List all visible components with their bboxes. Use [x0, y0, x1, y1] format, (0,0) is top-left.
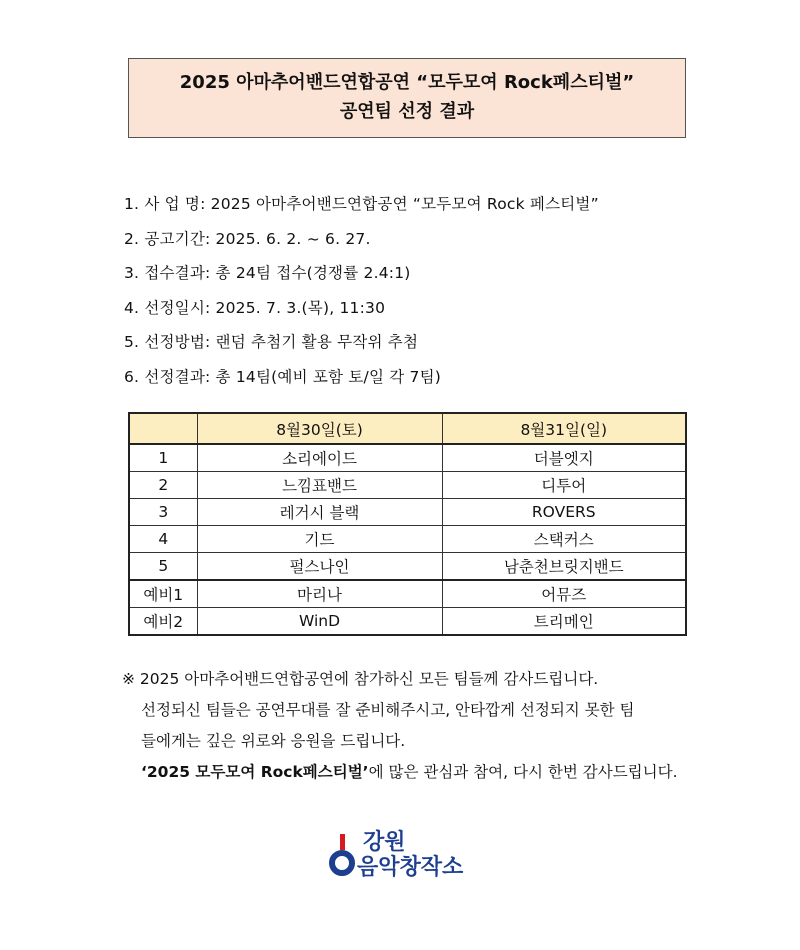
logo-line-1: 강원: [363, 830, 406, 855]
row-number: 5: [129, 553, 197, 581]
sunday-team: 스택커스: [442, 526, 686, 553]
closing-notes: [122, 666, 678, 790]
saturday-team: 소리에이드: [197, 444, 442, 472]
sunday-team: 남춘천브릿지밴드: [442, 553, 686, 581]
note-thanks: 에 많은 관심과 참여, 다시 한번 감사드립니다.: [368, 763, 678, 781]
row-number: 예비1: [129, 580, 197, 608]
table-row: [129, 472, 686, 499]
info-list: [124, 191, 599, 398]
header-cell-number: [129, 413, 197, 444]
sunday-team: ROVERS: [442, 499, 686, 526]
saturday-team: WinD: [197, 608, 442, 636]
selection-result-table: [128, 412, 687, 636]
sunday-team: 트리메인: [442, 608, 686, 636]
note-line-1: ※ 2025 아마추어밴드연합공연에 참가하신 모든 팀들께 감사드립니다.: [122, 670, 599, 688]
info-item-notice-period: 2. 공고기간: 2025. 6. 2. ~ 6. 27.: [124, 229, 371, 248]
title-line-2: 공연팀 선정 결과: [339, 101, 475, 122]
table-row: [129, 444, 686, 472]
note-line-3: 들에게는 깊은 위로와 응원을 드립니다.: [141, 732, 406, 750]
info-item-selection-date: 4. 선정일시: 2025. 7. 3.(목), 11:30: [124, 298, 386, 317]
note-line-2: 선정되신 팀들은 공연무대를 잘 준비해주시고, 안타깝게 선정되지 못한 팀: [141, 701, 635, 719]
table-row-reserve: [129, 608, 686, 636]
row-number: 4: [129, 526, 197, 553]
saturday-team: 펄스나인: [197, 553, 442, 581]
table-row: [129, 526, 686, 553]
table-header-row: [129, 413, 686, 444]
sunday-team: 디투어: [442, 472, 686, 499]
table-row-reserve: [129, 580, 686, 608]
info-item-selection-method: 5. 선정방법: 랜덤 추첨기 활용 무작위 추첨: [124, 333, 419, 351]
info-item-selection-result: 6. 선정결과: 총 14팀(예비 포함 토/일 각 7팀): [124, 367, 442, 386]
saturday-team: 기드: [197, 526, 442, 553]
logo-line-2: 음악창작소: [357, 855, 464, 880]
sunday-team: 어뮤즈: [442, 580, 686, 608]
row-number: 예비2: [129, 608, 197, 636]
logo-wordmark: [357, 830, 463, 880]
info-item-application-result: 3. 접수결과: 총 24팀 접수(경쟁률 2.4:1): [124, 264, 411, 282]
row-number: 2: [129, 472, 197, 499]
header-cell-sunday: 8월31일(일): [442, 413, 686, 444]
table-row: [129, 553, 686, 581]
logo-mark-icon: [327, 834, 361, 878]
title-line-1: 2025 아마추어밴드연합공연 “모두모여 Rock페스티벌”: [179, 72, 635, 93]
gangwon-music-creation-center-logo: [327, 830, 489, 905]
document-title-box: [128, 58, 686, 138]
saturday-team: 느낌표밴드: [197, 472, 442, 499]
info-item-project-name: 1. 사 업 명: 2025 아마추어밴드연합공연 “모두모여 Rock 페스티벌”: [124, 195, 599, 213]
table-row: [129, 499, 686, 526]
note-line-4: [122, 759, 678, 790]
sunday-team: 더블엣지: [442, 444, 686, 472]
header-cell-saturday: 8월30일(토): [197, 413, 442, 444]
saturday-team: 레거시 블랙: [197, 499, 442, 526]
saturday-team: 마리나: [197, 580, 442, 608]
note-festival-name: ‘2025 모두모여 Rock페스티벌’: [141, 763, 369, 781]
row-number: 3: [129, 499, 197, 526]
row-number: 1: [129, 444, 197, 472]
